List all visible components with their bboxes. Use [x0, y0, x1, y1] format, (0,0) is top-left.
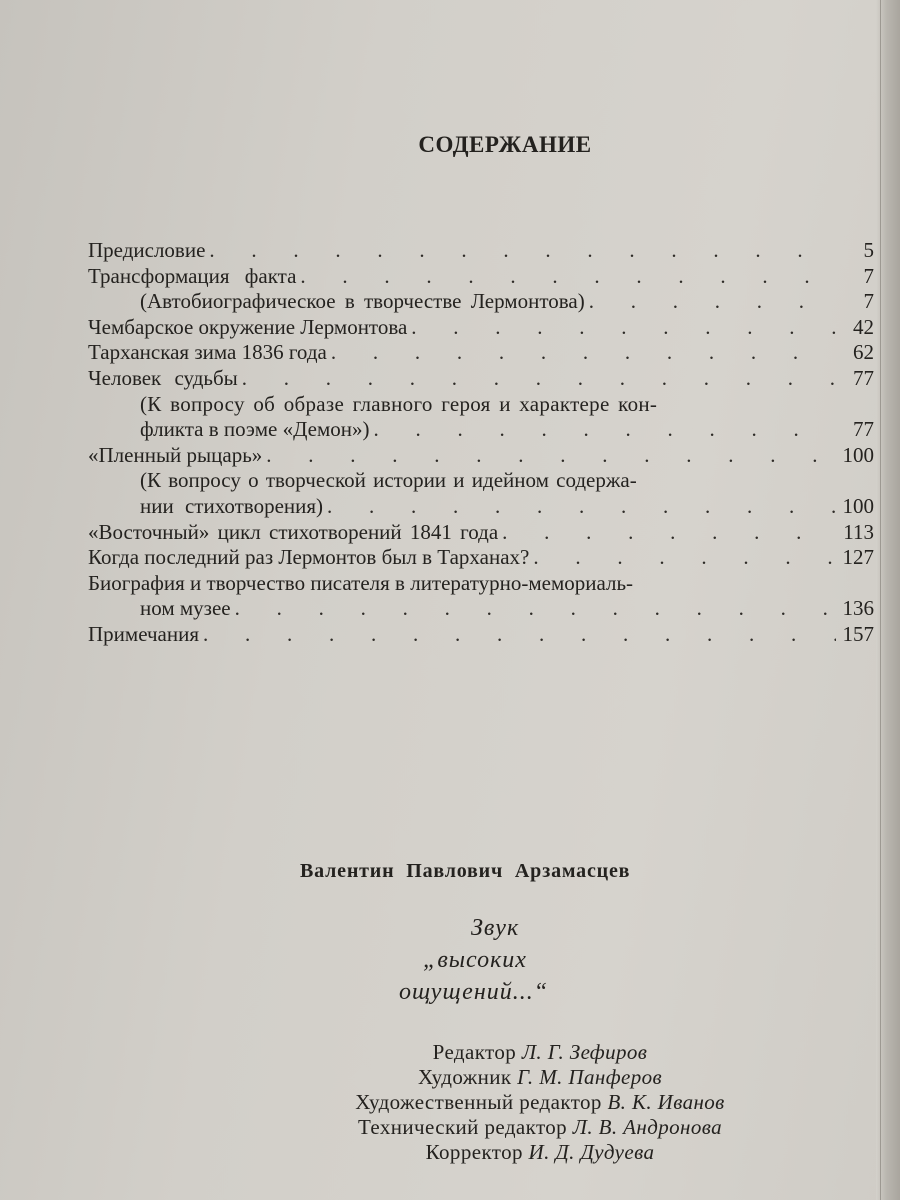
toc-leader-dots: [589, 289, 836, 315]
toc-entry: [88, 238, 878, 264]
toc-entry-title: Примечания: [88, 621, 200, 646]
toc-leader-dots: [242, 366, 836, 392]
book-title-line: „высоких: [423, 947, 527, 973]
toc-entry: [88, 622, 878, 648]
toc-entry-title: «Восточный» цикл стихотворений 1841 года: [88, 519, 499, 544]
toc-entry-page: 42: [853, 314, 874, 339]
toc-leader-dots: [327, 494, 836, 520]
toc-leader-dots: [502, 520, 836, 546]
toc-entry: [88, 289, 878, 315]
toc-entry-page: 5: [863, 238, 874, 262]
toc-entry-title: (К вопросу о творческой истории и идейном содержа-: [140, 468, 637, 493]
toc-leader-dots: [300, 264, 836, 290]
toc-leader-dots: [203, 622, 836, 648]
toc-entry: [88, 443, 878, 469]
toc-leader-dots: [533, 545, 836, 571]
toc-entry-title: (К вопросу об образе главного героя и характере кон-: [140, 391, 658, 416]
toc-leader-dots: [266, 443, 836, 469]
table-of-contents: [88, 238, 878, 648]
toc-entry: [88, 494, 878, 520]
toc-entry-title: (Автобиографическое в творчестве Лермонтова): [140, 289, 585, 314]
credit-role: Художественный редактор: [355, 1090, 602, 1114]
toc-entry-page: 127: [842, 545, 874, 570]
credit-line: [180, 1090, 900, 1115]
toc-entry: [88, 571, 878, 597]
toc-entry: [88, 315, 878, 341]
toc-entry: [88, 392, 878, 418]
author-name: Валентин Павлович Арзамасцев: [300, 860, 631, 882]
toc-entry-title: ном музее: [140, 596, 231, 621]
toc-leader-dots: [374, 417, 836, 443]
credit-person: Л. В. Андронова: [572, 1115, 723, 1139]
toc-entry-title: Тарханская зима 1836 года: [88, 340, 327, 365]
credit-line: [180, 1040, 900, 1065]
toc-entry-title: фликта в поэме «Демон»): [140, 417, 370, 442]
credit-line: [180, 1065, 900, 1090]
credit-person: Г. М. Панферов: [517, 1065, 663, 1089]
toc-entry: [88, 520, 878, 546]
toc-entry-page: 157: [842, 621, 874, 646]
toc-entry: [88, 545, 878, 571]
credit-person: В. К. Иванов: [607, 1090, 725, 1114]
book-title-line: Звук: [471, 915, 520, 941]
book-title: [395, 912, 548, 1008]
toc-entry-title: Трансформация факта: [88, 263, 297, 288]
toc-entry-title: «Пленный рыцарь»: [88, 442, 263, 467]
credits: [180, 1040, 900, 1165]
credit-line: [180, 1140, 900, 1165]
toc-entry-title: Когда последний раз Лермонтов был в Тарханах?: [88, 545, 530, 570]
credit-role: Художник: [417, 1065, 512, 1089]
toc-leader-dots: [331, 340, 836, 366]
toc-heading: СОДЕРЖАНИЕ: [418, 132, 592, 157]
toc-entry-page: 77: [853, 365, 874, 390]
page-edge: [876, 0, 900, 1200]
toc-entry-page: 100: [842, 442, 874, 467]
toc-entry-page: 77: [853, 417, 874, 442]
toc-entry-page: 100: [842, 493, 874, 518]
credit-person: И. Д. Дудуева: [528, 1140, 655, 1164]
toc-leader-dots: [411, 315, 836, 341]
credit-role: Технический редактор: [357, 1115, 568, 1139]
toc-entry-page: 7: [863, 263, 874, 288]
toc-entry-title: Биография и творчество писателя в литературно-мемориаль-: [88, 570, 634, 595]
credit-role: Редактор: [432, 1040, 517, 1064]
book-title-line: ощущений...“: [399, 979, 549, 1005]
toc-entry-page: 62: [853, 340, 874, 365]
toc-entry-page: 113: [843, 519, 874, 544]
toc-entry: [88, 264, 878, 290]
toc-entry-title: нии стихотворения): [140, 493, 324, 518]
toc-entry-title: Человек судьбы: [88, 365, 238, 390]
toc-entry-title: Чембарское окружение Лермонтова: [88, 314, 408, 339]
toc-entry-title: Предисловие: [88, 238, 206, 262]
toc-leader-dots: [235, 596, 836, 622]
toc-entry-page: 136: [842, 596, 874, 621]
toc-leader-dots: [209, 238, 836, 264]
toc-entry-page: 7: [863, 289, 874, 314]
toc-entry: [88, 366, 878, 392]
toc-entry: [88, 340, 878, 366]
toc-entry: [88, 417, 878, 443]
credit-person: Л. Г. Зефиров: [521, 1040, 648, 1064]
toc-entry: [88, 468, 878, 494]
credit-role: Корректор: [425, 1140, 523, 1164]
toc-entry: [88, 596, 878, 622]
credit-line: [180, 1115, 900, 1140]
